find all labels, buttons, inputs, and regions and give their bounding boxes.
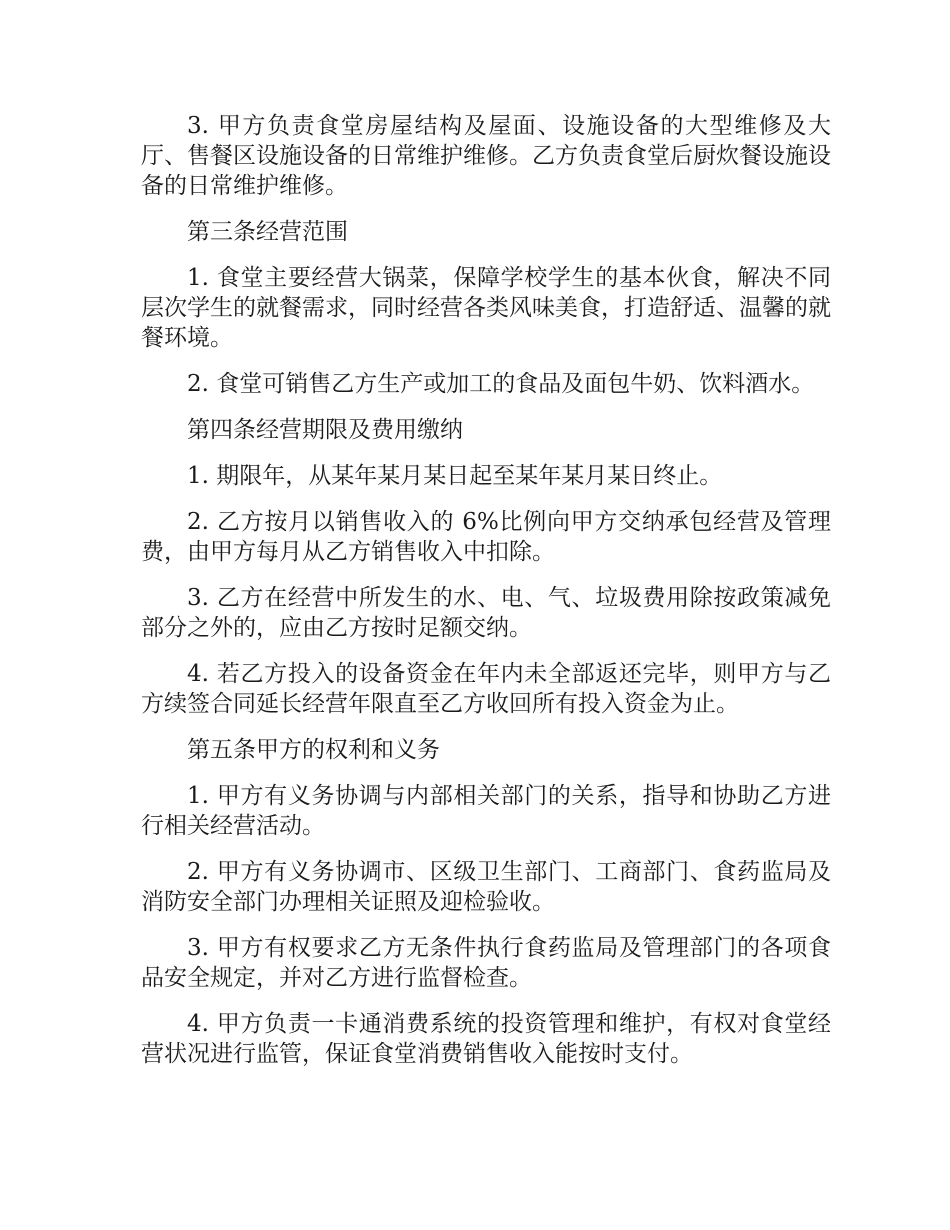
article-heading: 第三条经营范围	[187, 219, 348, 245]
clause-paragraph: 3. 甲方负责食堂房屋结构及屋面、设施设备的大型维修及大厅、售餐区设施设备的日常维护维修。乙方负责食堂后厨炊餐设施设备的日常维护维修。	[141, 113, 831, 199]
clause-paragraph: 2. 食堂可销售乙方生产或加工的食品及面包牛奶、饮料酒水。	[187, 371, 815, 397]
clause-paragraph: 1. 期限年，从某年某月某日起至某年某月某日终止。	[187, 463, 723, 489]
article-heading: 第五条甲方的权利和义务	[187, 737, 440, 763]
clause-paragraph: 1. 食堂主要经营大锅菜，保障学校学生的基本伙食，解决不同层次学生的就餐需求，同时经营各类风味美食，打造舒适、温馨的就餐环境。	[141, 265, 831, 351]
clause-paragraph: 3. 甲方有权要求乙方无条件执行食药监局及管理部门的各项食品安全规定，并对乙方进行监督检查。	[141, 935, 831, 991]
clause-paragraph: 4. 甲方负责一卡通消费系统的投资管理和维护，有权对食堂经营状况进行监管，保证食堂消费销售收入能按时支付。	[141, 1011, 831, 1067]
clause-paragraph: 3. 乙方在经营中所发生的水、电、气、垃圾费用除按政策减免部分之外的，应由乙方按时足额交纳。	[141, 585, 831, 641]
clause-paragraph: 2. 乙方按月以销售收入的 6%比例向甲方交纳承包经营及管理费，由甲方每月从乙方销售收入中扣除。	[141, 509, 831, 565]
article-heading: 第四条经营期限及费用缴纳	[187, 417, 463, 443]
document-body	[141, 111, 831, 1085]
clause-paragraph: 1. 甲方有义务协调与内部相关部门的关系，指导和协助乙方进行相关经营活动。	[141, 783, 831, 839]
clause-paragraph: 2. 甲方有义务协调市、区级卫生部门、工商部门、食药监局及消防安全部门办理相关证照及迎检验收。	[141, 859, 831, 915]
clause-paragraph: 4. 若乙方投入的设备资金在年内未全部返还完毕，则甲方与乙方续签合同延长经营年限直至乙方收回所有投入资金为止。	[141, 661, 831, 717]
